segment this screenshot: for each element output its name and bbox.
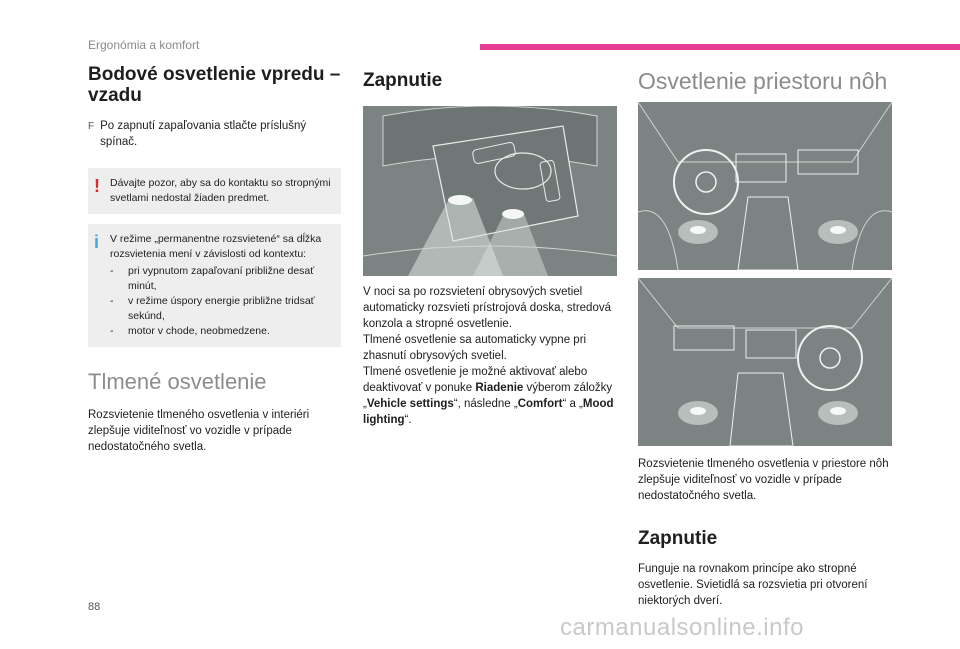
footwell-switching-on-text: Funguje na rovnakom princípe ako stropné osvetlenie. Svietidlá sa rozsvietia pri otvorení niektorých dverí. — [638, 563, 868, 607]
mood-lighting-text: Rozsvietenie tlmeného osvetlenia v interiéri zlepšuje viditeľnosť vo vozidle v prípade nedostatočného svetla. — [88, 409, 310, 453]
column-right — [638, 64, 892, 609]
title-switching-on-footwell: Zapnutie — [638, 528, 718, 549]
warning-text: Dávajte pozor, aby sa do kontaktu so stropnými svetlami nedostal žiaden predmet. — [110, 177, 331, 204]
bullet-item — [88, 118, 341, 150]
option-mood-lighting: Mood lighting — [363, 398, 614, 426]
menu-name: Riadenie — [475, 382, 524, 394]
info-box — [88, 224, 341, 347]
column-left — [88, 64, 341, 455]
info-icon: i — [94, 232, 100, 252]
watermark: carmanualsonline.info — [560, 614, 804, 641]
warning-box — [88, 168, 341, 214]
warning-icon: ! — [94, 176, 100, 196]
title-switching-on: Zapnutie — [363, 70, 443, 91]
column-middle — [363, 64, 617, 428]
info-list-item: - pri vypnutom zapaľovaní približne desať minút, — [110, 265, 315, 292]
page-number: 88 — [88, 601, 101, 613]
switching-on-para1: V noci sa po rozsvietení obrysových svetiel automaticky rozsvieti prístrojová doska, stredová konzola a stropné osvetlenie. — [363, 286, 611, 330]
title-spot-lights: Bodové osvetlenie vpredu – vzadu — [88, 64, 341, 106]
footwell-illustration-left-hand-drive — [638, 102, 892, 270]
option-comfort: Comfort — [517, 398, 563, 410]
footwell-caption: Rozsvietenie tlmeného osvetlenia v priestore nôh zlepšuje viditeľnosť vo vozidle v prípade nedostatočného svetla. — [638, 458, 889, 502]
title-mood-lighting: Tlmené osvetlenie — [88, 369, 267, 394]
switching-on-para2: Tlmené osvetlenie sa automaticky vypne pri zhasnutí obrysových svetiel. — [363, 334, 587, 362]
info-list-item: - v režime úspory energie približne tridsať sekúnd, — [110, 295, 315, 322]
info-intro: V režime „permanentne rozsvietené“ sa dĺžka rozsvietenia mení v závislosti od kontextu: — [110, 233, 322, 260]
header-accent-bar — [480, 44, 960, 50]
bullet-text: Po zapnutí zapaľovania stlačte príslušný spínač. — [100, 120, 307, 148]
title-footwell-lighting: Osvetlenie priestoru nôh — [638, 68, 888, 94]
tab-name: Vehicle settings — [366, 398, 454, 410]
info-list-item: - motor v chode, neobmedzene. — [110, 325, 270, 337]
switching-on-para3: Tlmené osvetlenie je možné aktivovať alebo deaktivovať v ponuke Riadenie výberom záložky „Vehicle settings“, následne „Comfort“ a „Mood lighting“. — [363, 366, 614, 426]
footwell-illustration-right-hand-drive — [638, 278, 892, 446]
bullet-icon: F — [88, 121, 95, 132]
ceiling-light-illustration — [363, 106, 617, 276]
section-header: Ergonómia a komfort — [88, 38, 200, 52]
